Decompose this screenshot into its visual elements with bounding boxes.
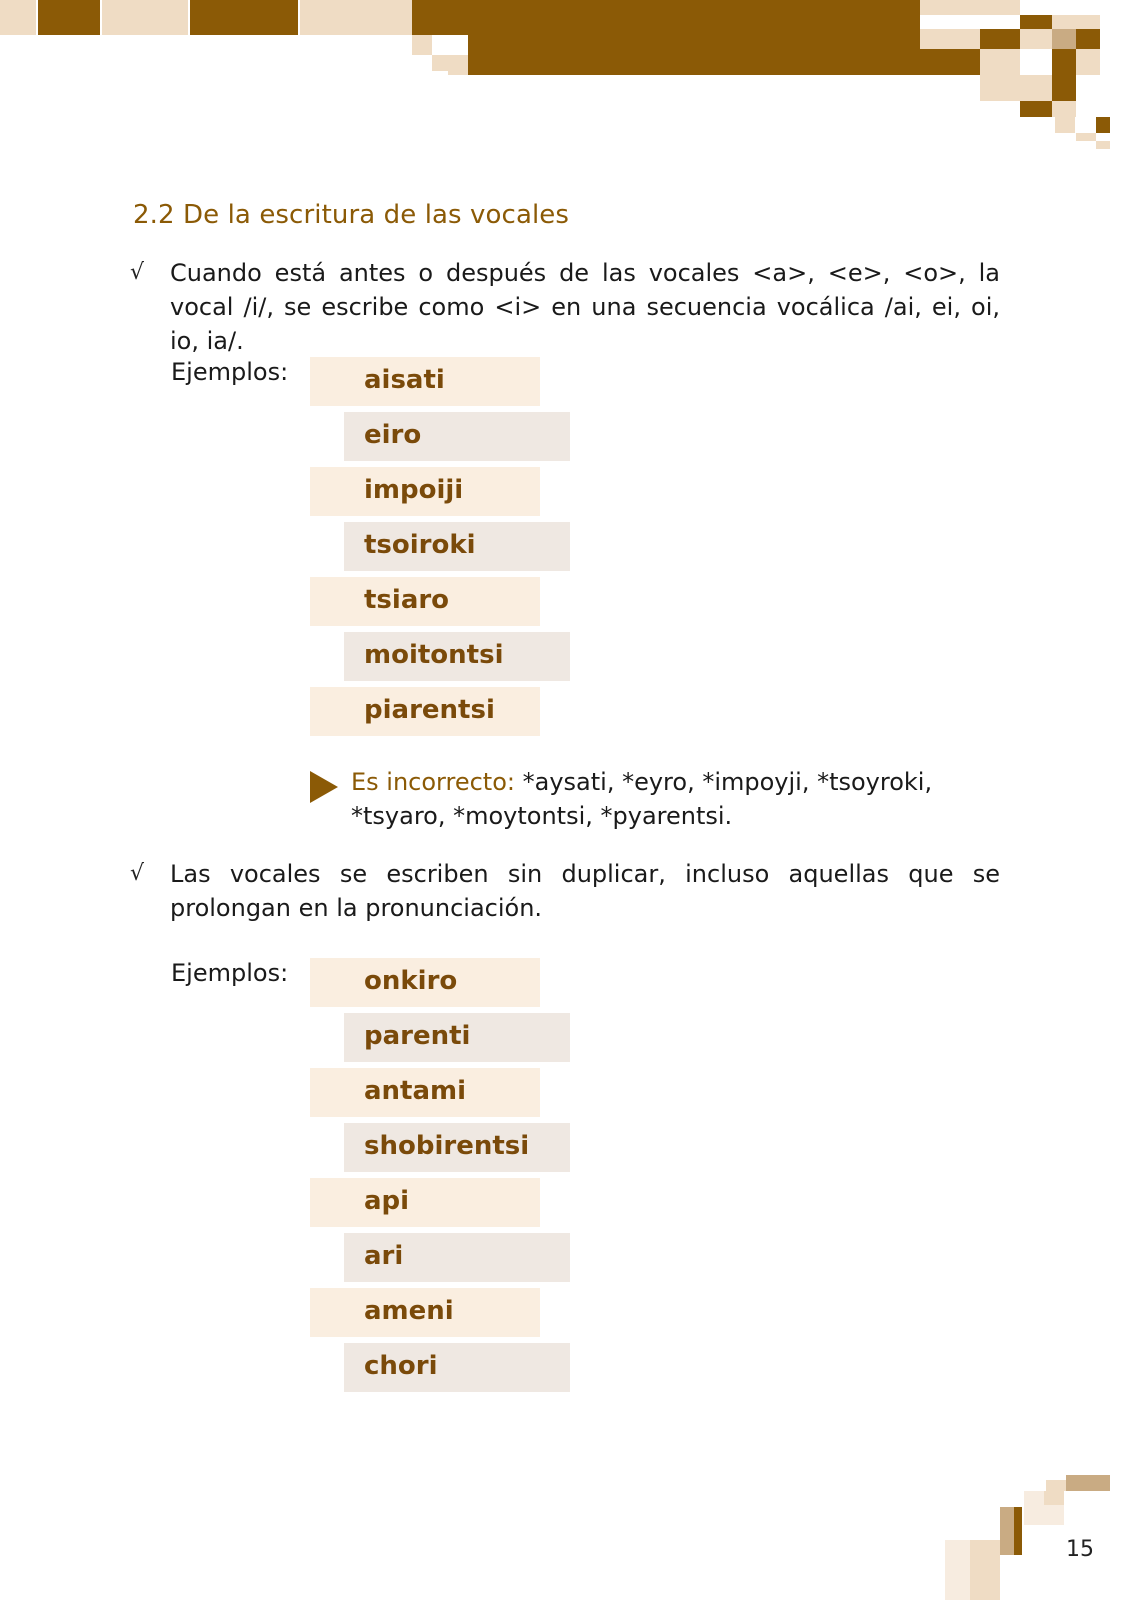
example-item: api xyxy=(310,1176,570,1231)
examples-label-1: Ejemplos: xyxy=(171,358,289,386)
example-item: tsiaro xyxy=(310,575,570,630)
rule-2 xyxy=(130,857,1000,925)
section-title: 2.2 De la escritura de las vocales xyxy=(133,200,570,230)
example-item: eiro xyxy=(310,410,570,465)
note-text: *aysati, *eyro, *impoyji, *tsoyroki, *tsyaro, *moytontsi, *pyarentsi. xyxy=(351,768,933,830)
example-item: onkiro xyxy=(310,956,570,1011)
example-list-2 xyxy=(310,956,570,1396)
example-item: impoiji xyxy=(310,465,570,520)
rule-2-text: Las vocales se escriben sin duplicar, incluso aquellas que se prolongan en la pronunciación. xyxy=(170,860,1000,922)
example-item: moitontsi xyxy=(310,630,570,685)
example-item: ameni xyxy=(310,1286,570,1341)
rule-1-text: Cuando está antes o después de las vocales <a>, <e>, <o>, la vocal /i/, se escribe como <i> en una secuencia vocálica /ai, ei, oi, io, ia/. xyxy=(170,259,1000,355)
example-list-1 xyxy=(310,355,570,740)
example-item: antami xyxy=(310,1066,570,1121)
example-item: aisati xyxy=(310,355,570,410)
arrow-right-icon xyxy=(310,771,338,803)
note-label: Es incorrecto: xyxy=(351,768,515,796)
example-item: parenti xyxy=(310,1011,570,1066)
rule-1 xyxy=(130,256,1000,358)
example-item: tsoiroki xyxy=(310,520,570,575)
example-item: ari xyxy=(310,1231,570,1286)
page-number: 15 xyxy=(1066,1537,1094,1562)
example-item: chori xyxy=(310,1341,570,1396)
check-icon: √ xyxy=(130,861,145,886)
example-item: shobirentsi xyxy=(310,1121,570,1176)
examples-label-2: Ejemplos: xyxy=(171,959,289,987)
check-icon: √ xyxy=(130,260,145,285)
incorrect-note xyxy=(310,765,960,833)
example-item: piarentsi xyxy=(310,685,570,740)
